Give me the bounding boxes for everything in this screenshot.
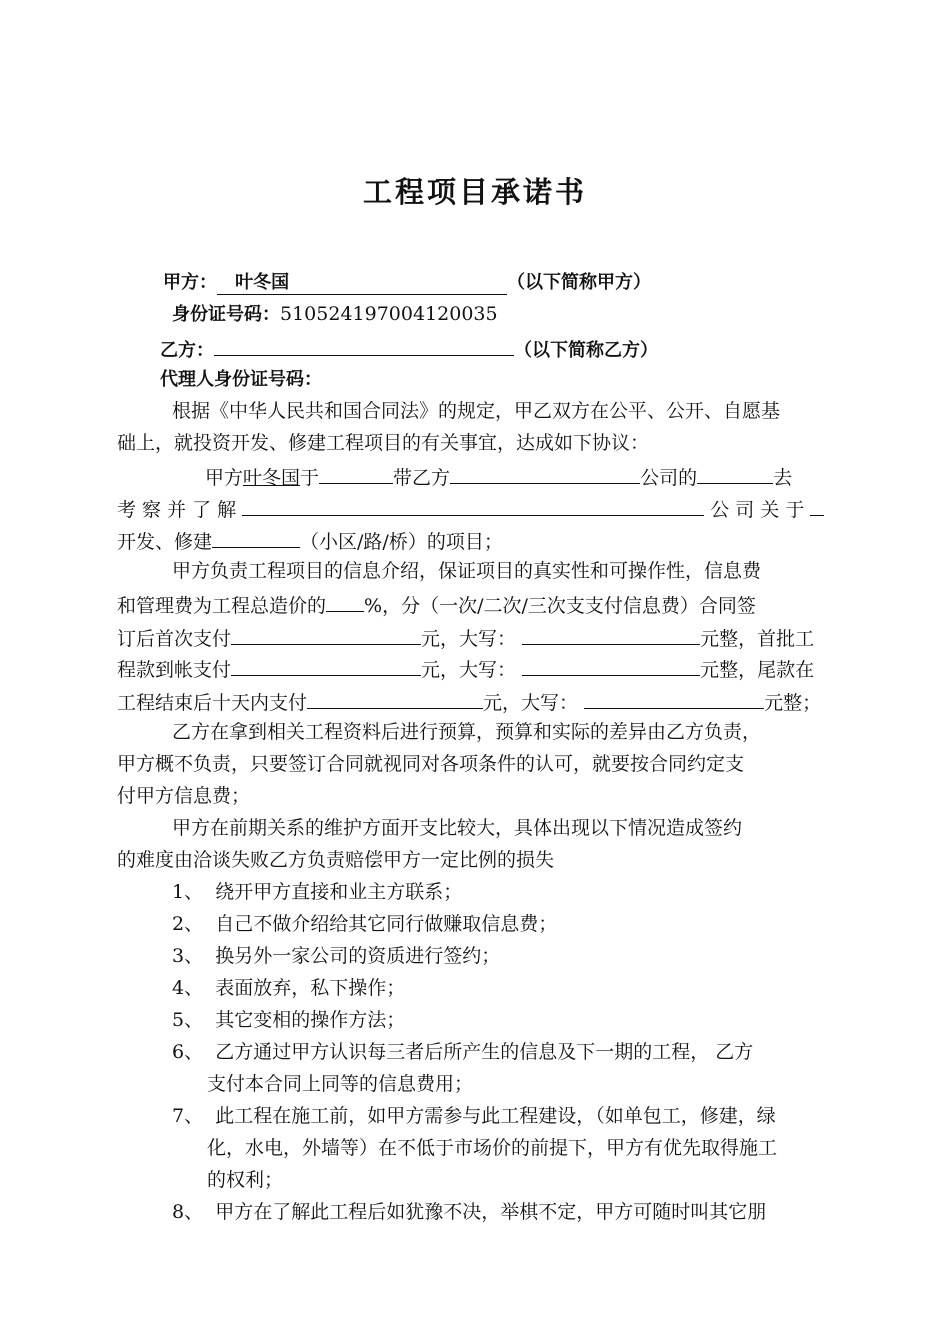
percent-field: [326, 587, 364, 612]
amount-field: [231, 620, 421, 645]
company-field-2: [242, 491, 704, 516]
clause1-line-1: [205, 459, 855, 491]
clause3-line-1: 乙方在拿到相关工程资料后进行预算，预算和实际的差异由乙方负责，: [172, 721, 762, 743]
clause4-line-1: 甲方在前期关系的维护方面开支比较大，具体出现以下情况造成签约: [172, 817, 743, 839]
party-a-id-number: 510524197004120035: [280, 303, 498, 325]
clause1-text: 公 司 关 于: [710, 499, 805, 521]
clause2-text: 工程结束后十天内支付: [117, 692, 308, 714]
item-number: 5、: [172, 1009, 204, 1031]
list-item-continuation: 支付本合同上同等的信息费用；: [207, 1073, 474, 1095]
clause1-text: 甲方: [205, 467, 244, 489]
clause1-text: 带乙方: [393, 467, 451, 489]
list-item-continuation: 化，水电，外墙等）在不低于市场价的前提下，甲方有优先取得施工: [207, 1137, 778, 1159]
clause2-text: 和管理费为工程总造价的: [117, 595, 327, 617]
item-number: 2、: [172, 913, 204, 935]
clause1-line-2: [117, 491, 857, 523]
agent-id-label: 代理人身份证号码：: [160, 369, 322, 390]
clause1-text: 于: [300, 467, 320, 489]
intro-line-1: 根据《中华人民共和国合同法》的规定，甲乙双方在公平、公开、自愿基: [172, 400, 781, 422]
item-text: 乙方通过甲方认识每三者后所产生的信息及下一期的工程， 乙方: [215, 1041, 754, 1063]
item-text: 表面放弃，私下操作；: [215, 977, 406, 999]
list-item: [172, 876, 852, 908]
party-a-id-line: [172, 298, 732, 330]
document-title: 工程项目承诺书: [362, 175, 587, 209]
item-text: 自己不做介绍给其它同行做赚取信息费；: [215, 913, 558, 935]
party-a-line: [163, 266, 723, 298]
party-a-name: 叶冬国: [235, 272, 290, 293]
clause1-text: 开发、修建: [117, 531, 213, 553]
clause1-text: （小区/路/桥）的项目；: [300, 531, 503, 553]
item-number: 7、: [172, 1105, 204, 1127]
person-field: [697, 459, 773, 484]
clause2-text: 元整，首批工: [700, 628, 815, 650]
party-b-name-field: [214, 331, 514, 356]
party-a-label: 甲方：: [163, 272, 217, 293]
clause1-line-3: [117, 523, 857, 555]
party-a-name-field: [217, 270, 507, 295]
clause2-line-2: [117, 587, 857, 619]
clause3-line-3: 付甲方信息费；: [117, 785, 251, 807]
clause3-line-2: 甲方概不负责，只要签订合同就视同对各项条件的认可，就要按合同约定支: [117, 753, 745, 775]
item-text: 其它变相的操作方法；: [215, 1009, 406, 1031]
clause2-line-3: [117, 620, 857, 652]
item-text: 甲方在了解此工程后如犹豫不决，举棋不定，甲方可随时叫其它朋: [215, 1201, 767, 1223]
item-text: 此工程在施工前，如甲方需参与此工程建设，（如单包工，修建，绿: [215, 1105, 776, 1127]
item-text: 绕开甲方直接和业主方联系；: [215, 881, 463, 903]
party-b-line: [160, 331, 720, 363]
clause2-text: %，分（一次/二次/三次支支付信息费）合同签: [364, 595, 756, 617]
item-number: 4、: [172, 977, 204, 999]
date-field: [319, 459, 393, 484]
clause2-line-4: [117, 651, 857, 683]
list-item: [172, 1196, 852, 1228]
clause4-line-2: 的难度由洽谈失败乙方负责赔偿甲方一定比例的损失: [117, 849, 555, 871]
party-a-suffix: （以下简称甲方）: [507, 272, 651, 293]
clause2-text: 元，大写：: [421, 628, 517, 650]
clause2-text: 元整；: [764, 692, 822, 714]
item-text: 换另外一家公司的资质进行签约；: [215, 945, 501, 967]
clause2-text: 元，大写：: [483, 692, 579, 714]
list-item: [172, 1036, 852, 1068]
list-item: [172, 1004, 852, 1036]
clause1-text: 公司的: [640, 467, 698, 489]
party-b-label: 乙方：: [160, 340, 214, 361]
clause2-text: 程款到帐支付: [117, 659, 232, 681]
agent-id-line: [160, 363, 720, 395]
amount-words-field: [522, 620, 700, 645]
amount-words-field: [584, 684, 764, 709]
clause1-text: 考 察 并 了 解: [117, 499, 237, 521]
list-item: [172, 940, 852, 972]
clause1-text: 去: [773, 467, 793, 489]
amount-field: [231, 651, 421, 676]
clause2-text: 订后首次支付: [117, 628, 232, 650]
project-field: [810, 491, 824, 516]
clause2-line-1: 甲方负责工程项目的信息介绍，保证项目的真实性和可操作性，信息费: [172, 560, 762, 582]
item-number: 1、: [172, 881, 204, 903]
list-item-continuation: 的权利；: [207, 1169, 284, 1191]
clause2-text: 元，大写：: [421, 659, 517, 681]
list-item: [172, 972, 852, 1004]
item-number: 6、: [172, 1041, 204, 1063]
amount-field: [307, 684, 483, 709]
project-name-field: [212, 523, 300, 548]
amount-words-field: [522, 651, 700, 676]
list-item: [172, 1100, 852, 1132]
clause2-text: 元整，尾款在: [700, 659, 815, 681]
item-number: 3、: [172, 945, 204, 967]
list-item: [172, 908, 852, 940]
company-field: [450, 459, 640, 484]
party-b-suffix: （以下简称乙方）: [514, 340, 658, 361]
party-a-id-label: 身份证号码：: [172, 304, 280, 325]
clause2-line-5: [117, 684, 857, 716]
clause1-party-a-name: 叶冬国: [243, 467, 301, 489]
intro-line-2: 础上，就投资开发、修建工程项目的有关事宜，达成如下协议：: [117, 432, 650, 454]
item-number: 8、: [172, 1201, 204, 1223]
